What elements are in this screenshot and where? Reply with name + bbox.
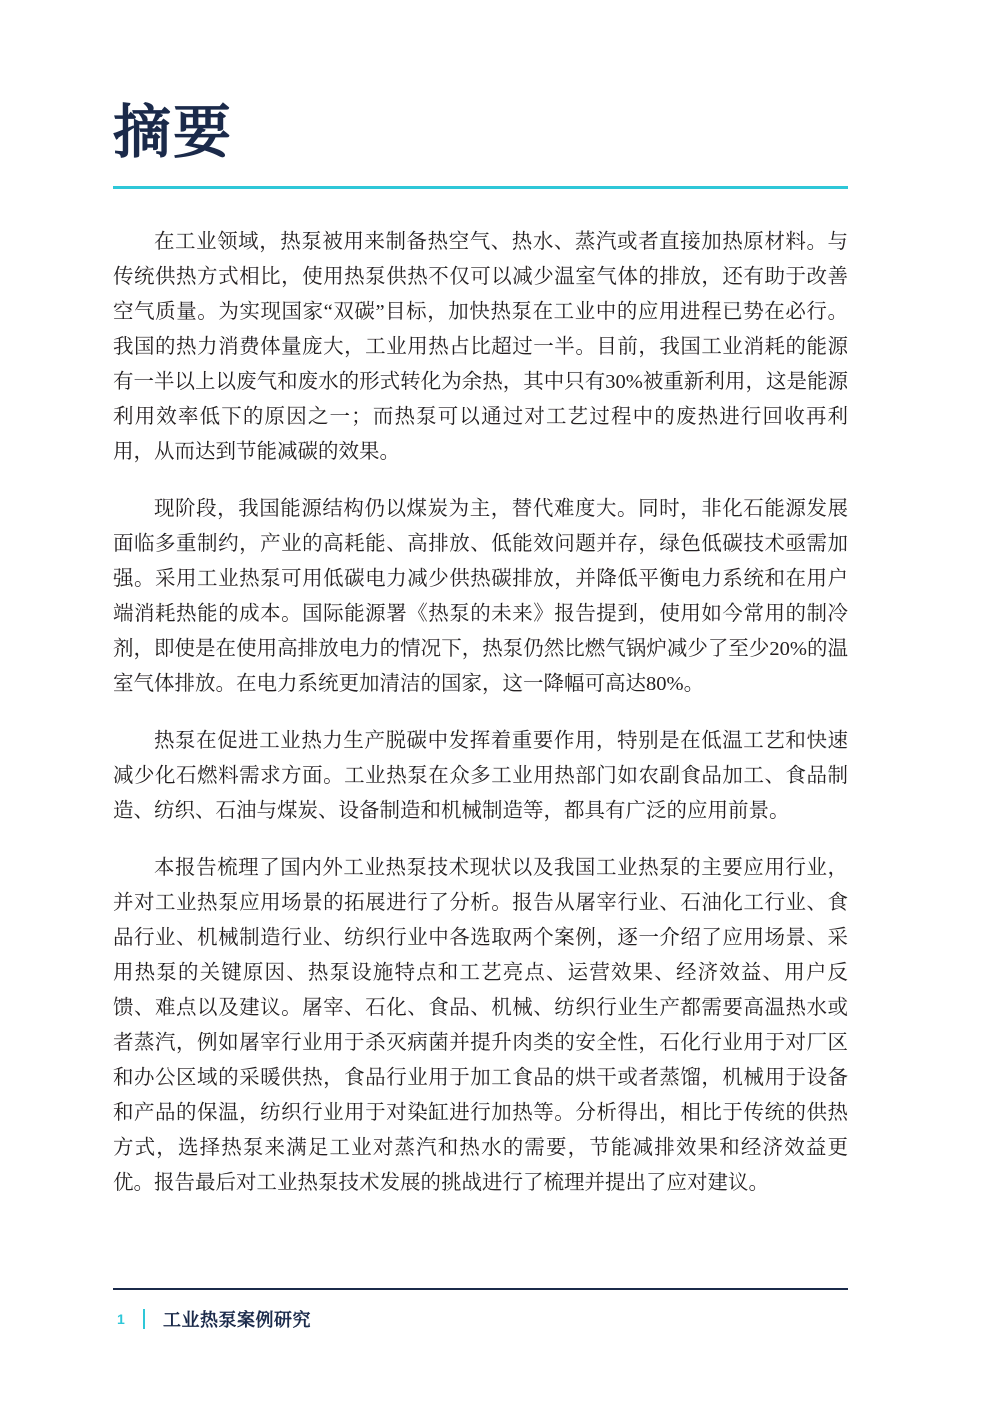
page-footer: [113, 1288, 848, 1332]
paragraph-4: 本报告梳理了国内外工业热泵技术现状以及我国工业热泵的主要应用行业，并对工业热泵应用场景的拓展进行了分析。报告从屠宰行业、石油化工行业、食品行业、机械制造行业、纺织行业中各选取两个案例，逐一介绍了应用场景、采用热泵的关键原因、热泵设施特点和工艺亮点、运营效果、经济效益、用户反馈、难点以及建议。屠宰、石化、食品、机械、纺织行业生产都需要高温热水或者蒸汽，例如屠宰行业用于杀灭病菌并提升肉类的安全性，石化行业用于对厂区和办公区域的采暖供热，食品行业用于加工食品的烘干或者蒸馏，机械用于设备和产品的保温，纺织行业用于对染缸进行加热等。分析得出，相比于传统的供热方式，选择热泵来满足工业对蒸汽和热水的需要，节能减排效果和经济效益更优。报告最后对工业热泵技术发展的挑战进行了梳理并提出了应对建议。: [113, 857, 848, 1194]
footer-separator: [143, 1309, 145, 1329]
page-content: [113, 0, 848, 1223]
title-divider: [113, 186, 848, 189]
page-number: 1: [117, 1311, 125, 1327]
footer-document-title: 工业热泵案例研究: [163, 1310, 311, 1330]
paragraph-2: 现阶段，我国能源结构仍以煤炭为主，替代难度大。同时，非化石能源发展面临多重制约，产业的高耗能、高排放、低能效问题并存，绿色低碳技术亟需加强。采用工业热泵可用低碳电力减少供热碳排放，并降低平衡电力系统和在用户端消耗热能的成本。国际能源署《热泵的未来》报告提到，使用如今常用的制冷剂，即使是在使用高排放电力的情况下，热泵仍然比燃气锅炉减少了至少20%的温室气体排放。在电力系统更加清洁的国家，这一降幅可高达80%。: [113, 498, 848, 695]
footer-row: [113, 1306, 848, 1332]
paragraph-1: 在工业领域，热泵被用来制备热空气、热水、蒸汽或者直接加热原材料。与传统供热方式相比，使用热泵供热不仅可以减少温室气体的排放，还有助于改善空气质量。为实现国家“双碳”目标，加快热泵在工业中的应用进程已势在必行。我国的热力消费体量庞大，工业用热占比超过一半。目前，我国工业消耗的能源有一半以上以废气和废水的形式转化为余热，其中只有30%被重新利用，这是能源利用效率低下的原因之一；而热泵可以通过对工艺过程中的废热进行回收再利用，从而达到节能减碳的效果。: [113, 231, 848, 463]
paragraph-3: 热泵在促进工业热力生产脱碳中发挥着重要作用，特别是在低温工艺和快速减少化石燃料需求方面。工业热泵在众多工业用热部门如农副食品加工、食品制造、纺织、石油与煤炭、设备制造和机械制造等，都具有广泛的应用前景。: [113, 730, 848, 822]
page-title: 摘要: [113, 100, 234, 165]
body-text: [113, 225, 848, 1201]
footer-divider: [113, 1288, 848, 1290]
